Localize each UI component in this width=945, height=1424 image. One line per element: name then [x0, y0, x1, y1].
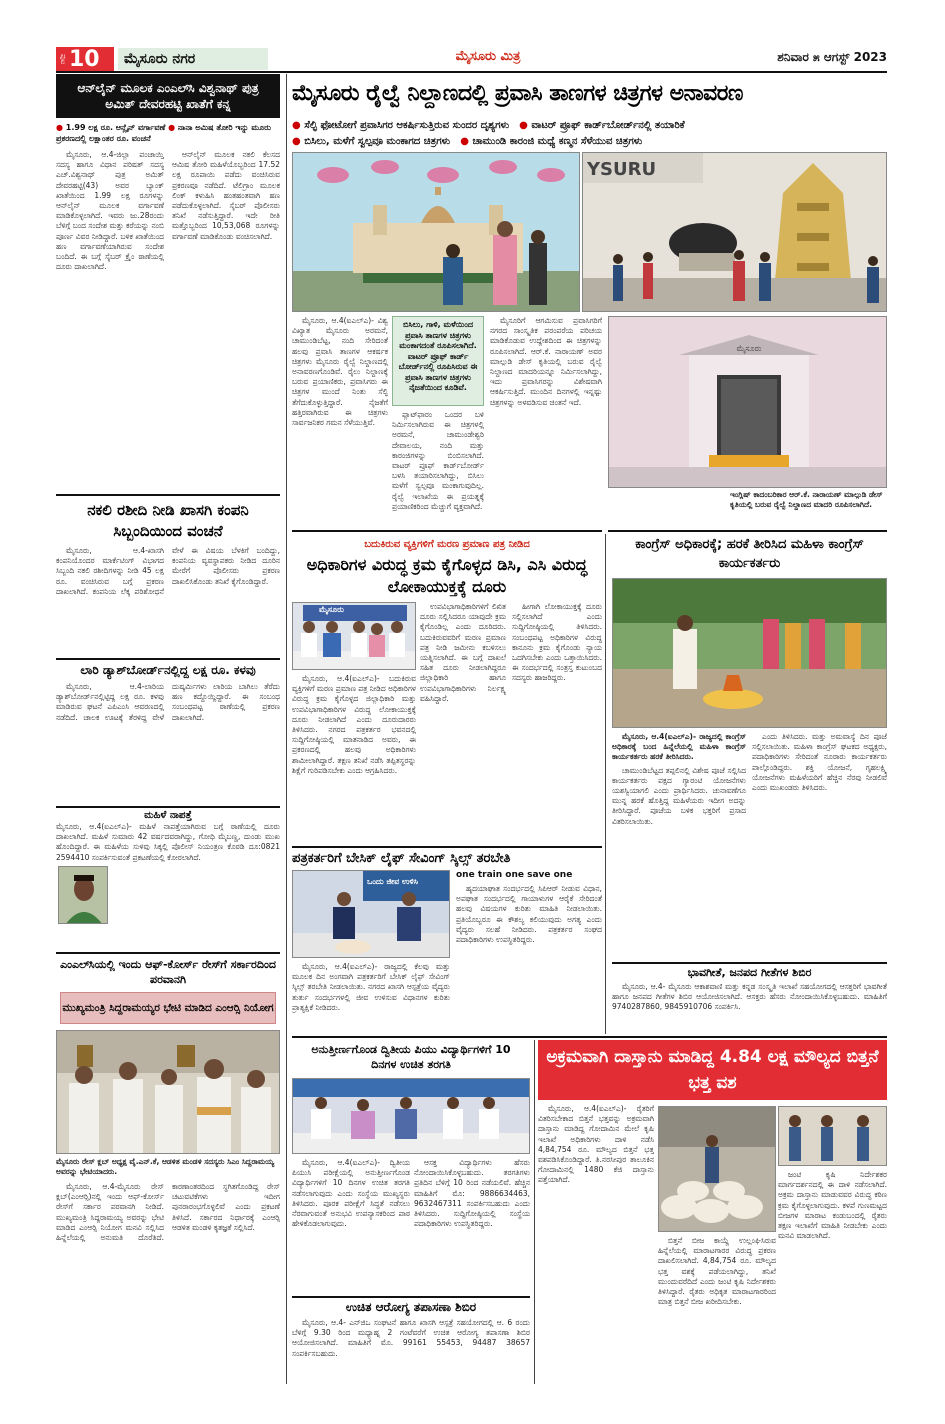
divider [56, 952, 280, 954]
bullet-icon: ● [56, 123, 63, 132]
congress-headline: ಕಾಂಗ್ರೆಸ್ ಅಧಿಕಾರಕ್ಕೆ; ಹರಕೆ ತೀರಿಸಿದ ಮಹಿಳಾ ಕಾಂಗ್ರೆಸ್ ಕಾರ್ಯಕರ್ತರು [635, 537, 864, 571]
malgudi-caption: ಇಂಗ್ಲಿಷ್ ಕಾದಂಬರಿಕಾರ ಆರ್.ಕೆ. ನಾರಾಯಣ್ ಮಾಲ್ಗುಡಿ ಡೇಸ್ ಕೃತಿಯಲ್ಲಿ ಬರುವ ರೈಲ್ವೆ ನಿಲ್ದಾಣದ ಮಾದರಿ ರೂಪಿಸಲಾಗಿದೆ. [730, 490, 883, 509]
puc-press-image [293, 1079, 530, 1154]
journalists-photo [292, 870, 450, 958]
death-cert-kicker: ಬದುಕಿರುವ ವ್ಯಕ್ತಿಗಳಿಗೆ ಮರಣ ಪ್ರಮಾಣ ಪತ್ರ ನೀಡಿದ [296, 535, 598, 553]
missing-body: ಮೈಸೂರು, ಆ.4(ಐಎಲ್‍ಎ)- ಮಹಿಳೆ ನಾಪತ್ತೆಯಾಗಿರುವ ಬಗ್ಗೆ ಠಾಣೆಯಲ್ಲಿ ದೂರು ದಾಖಲಾಗಿದೆ. ಮಹಿಳೆ ಸುಮಾರು 42 ವರ್ಷದವರಾಗಿದ್ದು, ಗೋಧಿ ಮೈಬಣ್ಣ, ದುಂಡು ಮುಖ ಹೊಂದಿದ್ದಾರೆ. ಈ ಮಹಿಳೆಯ ಸುಳಿವು ಸಿಕ್ಕಲ್ಲಿ ಪೊಲೀಸ್ ನಿಯಂತ್ರಣ ಕೊಠಡಿ ದೂ:0821 2594410 ಸಂಪರ್ಕಿಸುವಂತೆ ಪ್ರಕಟಣೆಯಲ್ಲಿ ಕೋರಲಾಗಿದೆ. [56, 822, 280, 862]
lead-bullet-4-wrap [460, 134, 642, 150]
health-camp-body: ಮೈಸೂರು, ಆ.4- ಎನ್‍ಜಿಒ ಸಂಘಟನೆ ಹಾಗೂ ಖಾಸಗಿ ಆಸ್ಪತ್ರೆ ಸಹಯೋಗದಲ್ಲಿ ಆ. 6 ರಂದು ಬೆಳಿಗ್ಗೆ 9.30 ರಿಂದ ಮಧ್ಯಾಹ್ನ 2 ಗಂಟೆವರೆಗೆ ಉಚಿತ ಆರೋಗ್ಯ ತಪಾಸಣಾ ಶಿಬಿರ ಆಯೋಜಿಸಲಾಗಿದೆ. ಮಾಹಿತಿಗೆ ಮೊ. 99161 55453, 94487 38657 ಸಂಪರ್ಕಿಸಬಹುದು. [292, 1318, 530, 1358]
bullet-icon: ● [460, 136, 469, 147]
column-rule [534, 1040, 535, 1384]
fake-receipt-headline: ನಕಲಿ ರಶೀದಿ ನೀಡಿ ಖಾಸಗಿ ಕಂಪನಿ ಸಿಬ್ಬಂದಿಯಿಂದ ವಂಚನೆ [87, 501, 249, 540]
divider [56, 806, 280, 808]
missing-body-wrap [56, 822, 280, 950]
journalists-photo-text: ಒಂದು ಜೀವ ಉಳಿಸಿ [367, 877, 419, 886]
bhavageete-body: ಮೈಸೂರು, ಆ.4- ಮೈಸೂರು ಆಕಾಶವಾಣಿ ಮತ್ತು ಕನ್ನಡ ಸಂಸ್ಕೃತಿ ಇಲಾಖೆ ಸಹಯೋಗದಲ್ಲಿ ಆಸಕ್ತರಿಗೆ ಭಾವಗೀತೆ ಹಾಗೂ ಜನಪದ ಗೀತೆಗಳ ಶಿಬಿರ ಆಯೋಜಿಸಲಾಗಿದೆ. ಆಸಕ್ತರು ಹೆಸರು ನೋಂದಾಯಿಸಿಕೊಳ್ಳಬಹುದು. ಮಾಹಿತಿಗೆ 9740287860, 9845910706 ಸಂಪರ್ಕಿಸಿ. [612, 982, 887, 1012]
lrc-body: ಮೈಸೂರು, ಆ.4-ಮೈಸೂರು ರೇಸ್ ಕ್ಲಬ್(ಎಂಆರ್‍ಸಿ)ನಲ್ಲಿ ಇಂದು ಆಫ್-ಕೋರ್ಸ್ ರೇಸ್‍ಗೆ ಸರ್ಕಾರ ಪರವಾನಗಿ ನೀಡಿದೆ. ಮುಖ್ಯಮಂತ್ರಿ ಸಿದ್ದರಾಮಯ್ಯ ಅವರನ್ನು ಭೇಟಿ ಮಾಡಿದ ಎಂಆರ್‍ಸಿ ನಿಯೋಗ ಮನವಿ ಸಲ್ಲಿಸಿದ ಹಿನ್ನೆಲೆಯಲ್ಲಿ ಅನುಮತಿ ದೊರೆತಿದೆ. ಕಾರಣಾಂತರದಿಂದ ಸ್ಥಗಿತಗೊಂಡಿದ್ದ ರೇಸ್ ಚಟುವಟಿಕೆಗಳು ಇದೀಗ ಪುನರಾರಂಭಗೊಳ್ಳಲಿವೆ ಎಂದು ಪ್ರಕಟಣೆ ತಿಳಿಸಿದೆ. ಸರ್ಕಾರದ ನಿರ್ಧಾರಕ್ಕೆ ಎಂಆರ್‍ಸಿ ಆಡಳಿತ ಮಂಡಳಿ ಕೃತಜ್ಞತೆ ಸಲ್ಲಿಸಿದೆ. [56, 1182, 280, 1243]
death-cert-col-2 [512, 602, 602, 842]
masthead [32, 47, 887, 71]
journalists-headline: ಪತ್ರಕರ್ತರಿಗೆ ಬೇಸಿಕ್ ಲೈಫ್ ಸೇವಿಂಗ್ ಸ್ಕಿಲ್ಸ್ ತರಬೇತಿ [292, 851, 511, 866]
top-left-headline: ಆನ್‍ಲೈನ್ ಮೂಲಕ ಎಂಎಲ್‍ಸಿ ವಿಶ್ವನಾಥ್ ಪುತ್ರ ಅಮಿತ್ ದೇವರಹಟ್ಟಿ ಖಾತೆಗೆ ಕನ್ನ [56, 74, 280, 118]
congress-body-col2: ಎಂದು ತಿಳಿಸಿದರು. ಮತ್ತು ಅಮವಾಸ್ಯೆ ದಿನ ಪೂಜೆ ಸಲ್ಲಿಸಲಾಯಿತು. ಮಹಿಳಾ ಕಾಂಗ್ರೆಸ್ ಘಟಕದ ಅಧ್ಯಕ್ಷರು, ಪದಾಧಿಕಾರಿಗಳು ಸೇರಿದಂತೆ ನೂರಾರು ಕಾರ್ಯಕರ್ತರು ಪಾಲ್ಗೊಂಡಿದ್ದರು. ಶಕ್ತಿ ಯೋಜನೆ, ಗೃಹಲಕ್ಷ್ಮಿ ಯೋಜನೆಗಳು ಮಹಿಳೆಯರಿಗೆ ಹೆಚ್ಚಿನ ನೆರವು ನೀಡಲಿವೆ ಎಂದು ಮುಖಂಡರು ತಿಳಿಸಿದರು. [752, 732, 887, 793]
lorry-headline: ಲಾರಿ ಡ್ಯಾಶ್‍ಬೋರ್ಡ್‍ನಲ್ಲಿದ್ದ ಲಕ್ಷ ರೂ. ಕಳವು [80, 663, 256, 677]
divider [612, 962, 887, 964]
lead-pullquote: ಬಿಸಿಲು, ಗಾಳಿ, ಮಳೆಯಿಂದ ಪ್ರವಾಸಿ ತಾಣಗಳ ಚಿತ್ರಗಳು ಮಂಕಾಗದಂತೆ ರೂಪಿಸಲಾಗಿದೆ. ವಾಟರ್ ಪ್ರೂಫ್ ಕಾರ್ಡ್ ಬೋರ್ಡ್‍ನಲ್ಲಿ ರೂಪಿಸಿರುವ ಈ ಪ್ರವಾಸಿ ತಾಣಗಳ ಚಿತ್ರಗಳು ನೈಜತೆಯಿಂದ ಕೂಡಿವೆ. [398, 320, 478, 392]
puc-body-col2: ಆಸಕ್ತ ವಿದ್ಯಾರ್ಥಿಗಳು ಹೆಸರು ನೋಂದಾಯಿಸಿಕೊಳ್ಳಬಹುದು. ತರಗತಿಗಳು ಪ್ರತಿದಿನ ಬೆಳಿಗ್ಗೆ 10 ರಿಂದ ನಡೆಯಲಿವೆ. ಹೆಚ್ಚಿನ ಮಾಹಿತಿಗೆ ಮೊ: 9886634463, 9632467311 ಸಂಪರ್ಕಿಸಬಹುದು ಎಂದು ತಿಳಿಸಿದರು. ಸುದ್ದಿಗೋಷ್ಠಿಯಲ್ಲಿ ಸಂಸ್ಥೆಯ ಪದಾಧಿಕಾರಿಗಳು ಉಪಸ್ಥಿತರಿದ್ದರು. [414, 1158, 530, 1229]
death-cert-headline: ಅಧಿಕಾರಿಗಳ ವಿರುದ್ಧ ಕ್ರಮ ಕೈಗೊಳ್ಳದ ಡಿಸಿ, ಎಸಿ ವಿರುದ್ಧ ಲೋಕಾಯುಕ್ತಕ್ಕೆ ದೂರು [306, 555, 588, 596]
death-cert-photo [292, 602, 416, 670]
puc-col-2 [414, 1158, 530, 1294]
fake-receipt-body: ಮೈಸೂರು, ಆ.4-ಖಾಸಗಿ ಕಂಪನಿಯೊಂದರ ಮಾರ್ಕೆಟಿಂಗ್ ವಿಭಾಗದ ಸಿಬ್ಬಂದಿ ನಕಲಿ ರಶೀದಿಗಳನ್ನು ನೀಡಿ 45 ಲಕ್ಷ ರೂ. ವಂಚಿಸಿರುವ ಬಗ್ಗೆ ಪ್ರಕರಣ ದಾಖಲಾಗಿದೆ. ಕಂಪನಿಯ ಲೆಕ್ಕ ಪರಿಶೋಧನೆ ವೇಳೆ ಈ ವಿಷಯ ಬೆಳಕಿಗೆ ಬಂದಿದ್ದು, ಕಂಪನಿಯ ವ್ಯವಸ್ಥಾಪಕರು ನೀಡಿದ ದೂರಿನ ಮೇರೆಗೆ ಪೊಲೀಸರು ಪ್ರಕರಣ ದಾಖಲಿಸಿಕೊಂಡು ತನಿಖೆ ಕೈಗೊಂಡಿದ್ದಾರೆ. [56, 546, 280, 596]
palace-selfie-image [293, 153, 580, 312]
palace-photo [292, 152, 580, 312]
issue-date: ಶನಿವಾರ ೫ ಆಗಸ್ಟ್ 2023 [777, 50, 887, 64]
divider [608, 530, 887, 532]
lrc-caption: ಮೈಸೂರು ರೇಸ್ ಕ್ಲಬ್ ಅಧ್ಯಕ್ಷ ವೈ.ಎನ್.ಕೆ, ಆಡಳಿತ ಮಂಡಳಿ ಸದಸ್ಯರು ಸಿಎಂ ಸಿದ್ದರಾಮಯ್ಯ ಅವರನ್ನು ಭೇಟಿಯಾದರು. [56, 1157, 275, 1176]
lead-bullet-row-2 [292, 134, 887, 150]
bullet-icon: ● [292, 120, 301, 131]
seeds-photo-1 [658, 1106, 776, 1232]
missing-headline: ಮಹಿಳೆ ನಾಪತ್ತೆ [144, 810, 192, 821]
lead-headline: ಮೈಸೂರು ರೈಲ್ವೆ ನಿಲ್ದಾಣದಲ್ಲಿ ಪ್ರವಾಸಿ ತಾಣಗಳ ಚಿತ್ರಗಳ ಅನಾವರಣ [292, 74, 887, 114]
lorry-body: ಮೈಸೂರು, ಆ.4-ಲಾರಿಯ ಡ್ಯಾಶ್‍ಬೋರ್ಡ್‍ನಲ್ಲಿಟ್ಟಿದ್ದ ಲಕ್ಷ ರೂ. ಕಳವು ಮಾಡಿರುವ ಘಟನೆ ಎಪಿಎಂಸಿ ಆವರಣದಲ್ಲಿ ನಡೆದಿದೆ. ಚಾಲಕ ಊಟಕ್ಕೆ ತೆರಳಿದ್ದ ವೇಳೆ ದುಷ್ಕರ್ಮಿಗಳು ಲಾರಿಯ ಬಾಗಿಲು ತೆರೆದು ಹಣ ಕದ್ದೊಯ್ದಿದ್ದಾರೆ. ಈ ಸಂಬಂಧ ಸಂಬಂಧಪಟ್ಟ ಠಾಣೆಯಲ್ಲಿ ಪ್ರಕರಣ ದಾಖಲಾಗಿದೆ. [56, 682, 280, 722]
lead-body-col1: ಮೈಸೂರು, ಆ.4(ಐಎಲ್‍ಎ)- ವಿಶ್ವ ವಿಖ್ಯಾತ ಮೈಸೂರು ಅರಮನೆ, ಚಾಮುಂಡಿಬೆಟ್ಟ, ನಂದಿ ಸೇರಿದಂತೆ ಹಲವು ಪ್ರವಾಸಿ ತಾಣಗಳ ಆಕರ್ಷಕ ಚಿತ್ರಗಳು ಮೈಸೂರು ರೈಲ್ವೆ ನಿಲ್ದಾಣದಲ್ಲಿ ಅನಾವರಣಗೊಂಡಿವೆ. ರೈಲು ನಿಲ್ದಾಣಕ್ಕೆ ಬರುವ ಪ್ರಯಾಣಿಕರು, ಪ್ರವಾಸಿಗರು ಈ ಚಿತ್ರಗಳ ಮುಂದೆ ನಿಂತು ಸೆಲ್ಫಿ ತೆಗೆದುಕೊಳ್ಳುತ್ತಿದ್ದಾರೆ. ನೈಜತೆಗೆ ಹತ್ತಿರವಾಗಿರುವ ಈ ಚಿತ್ರಗಳು ಸಾರ್ವಜನಿಕರ ಗಮನ ಸೆಳೆಯುತ್ತಿವೆ. [292, 316, 388, 428]
lead-bullet-3-wrap [292, 134, 450, 150]
lead-bullet-2-wrap [519, 118, 684, 134]
bhavageete-headline: ಭಾವಗೀತೆ, ಜನಪದ ಗೀತೆಗಳ ಶಿಬಿರ [687, 966, 812, 979]
seeds-col-1 [538, 1104, 654, 1384]
puc-headline: ಅನುತ್ತೀರ್ಣಗೊಂಡ ದ್ವಿತೀಯ ಪಿಯು ವಿದ್ಯಾರ್ಥಿಗಳಿಗೆ 10 ದಿನಗಳ ಉಚಿತ ತರಗತಿ [311, 1043, 511, 1071]
masthead-rule [56, 71, 887, 73]
death-cert-body: ಮೈಸೂರು, ಆ.4(ಐಎಲ್‍ಎ)- ಬದುಕಿರುವ ವ್ಯಕ್ತಿಗಳಿಗೆ ಮರಣ ಪ್ರಮಾಣ ಪತ್ರ ನೀಡಿದ ಅಧಿಕಾರಿಗಳ ವಿರುದ್ಧ ಕ್ರಮ ಕೈಗೊಳ್ಳದ ಜಿಲ್ಲಾಧಿಕಾರಿ ಮತ್ತು ಉಪವಿಭಾಗಾಧಿಕಾರಿಗಳ ವಿರುದ್ಧ ಲೋಕಾಯುಕ್ತಕ್ಕೆ ದೂರು ನೀಡಲಾಗಿದೆ ಎಂದು ದೂರುದಾರರು ತಿಳಿಸಿದರು. ನಗರದ ಪತ್ರಕರ್ತರ ಭವನದಲ್ಲಿ ಸುದ್ದಿಗೋಷ್ಠಿಯಲ್ಲಿ ಮಾತನಾಡಿದ ಅವರು, ಈ ಪ್ರಕರಣದಲ್ಲಿ ಹಲವು ಅಧಿಕಾರಿಗಳು ಶಾಮೀಲಾಗಿದ್ದಾರೆ. ತಕ್ಷಣ ತನಿಖೆ ನಡೆಸಿ ತಪ್ಪಿತಸ್ಥರನ್ನು ಶಿಕ್ಷೆಗೆ ಗುರಿಪಡಿಸಬೇಕು ಎಂದು ಆಗ್ರಹಿಸಿದರು. [292, 674, 416, 775]
congress-photo [612, 578, 887, 728]
lrc-body-wrap [56, 1182, 280, 1382]
puc-body: ಮೈಸೂರು, ಆ.4(ಐಎಲ್‍ಎ)- ದ್ವಿತೀಯ ಪಿಯುಸಿ ಪರೀಕ್ಷೆಯಲ್ಲಿ ಅನುತ್ತೀರ್ಣಗೊಂಡ ವಿದ್ಯಾರ್ಥಿಗಳಿಗೆ 10 ದಿನಗಳ ಉಚಿತ ತರಗತಿ ನಡೆಸಲಾಗುವುದು ಎಂದು ಸಂಸ್ಥೆಯ ಮುಖ್ಯಸ್ಥರು ತಿಳಿಸಿದರು. ಪೂರಕ ಪರೀಕ್ಷೆಗೆ ಸಿದ್ಧತೆ ನಡೆಸಲು ನೆರವಾಗುವಂತೆ ಅನುಭವಿ ಉಪನ್ಯಾಸಕರಿಂದ ಪಾಠ ಹೇಳಿಕೊಡಲಾಗುವುದು. [292, 1158, 410, 1229]
lead-bullet-1: ಸೆಲ್ಫಿ ಫೋಟೋಗೆ ಪ್ರವಾಸಿಗರ ಆಕರ್ಷಿಸುತ್ತಿರುವ ಸುಂದರ ದೃಶ್ಯಗಳು [304, 120, 510, 131]
officials-image [779, 1107, 887, 1166]
top-left-bullet-1: 1.99 ಲಕ್ಷ ರೂ. ಆನ್ಲೈನ್ ವರ್ಗಾವಣೆ [65, 123, 166, 132]
divider [292, 1296, 530, 1298]
lead-bullet-1-wrap [292, 118, 509, 134]
congress-caption: ಮೈಸೂರು, ಆ.4(ಐಎಲ್‍ಎ)- ರಾಜ್ಯದಲ್ಲಿ ಕಾಂಗ್ರೆಸ್ ಅಧಿಕಾರಕ್ಕೆ ಬಂದ ಹಿನ್ನೆಲೆಯಲ್ಲಿ ಮಹಿಳಾ ಕಾಂಗ್ರೆಸ್ ಕಾರ್ಯಕರ್ತರು ಹರಕೆ ತೀರಿಸಿದರು. [612, 732, 746, 762]
lead-body-col3: ಮೈಸೂರಿಗೆ ಆಗಮಿಸುವ ಪ್ರವಾಸಿಗರಿಗೆ ನಗರದ ಸಾಂಸ್ಕೃತಿಕ ಪರಂಪರೆಯ ಪರಿಚಯ ಮಾಡಿಕೊಡುವ ಉದ್ದೇಶದಿಂದ ಈ ಚಿತ್ರಗಳನ್ನು ರೂಪಿಸಲಾಗಿದೆ. ಆರ್.ಕೆ. ನಾರಾಯಣ್ ಅವರ ಮಾಲ್ಗುಡಿ ಡೇಸ್ ಕೃತಿಯಲ್ಲಿ ಬರುವ ರೈಲ್ವೆ ನಿಲ್ದಾಣದ ಮಾದರಿಯನ್ನೂ ನಿರ್ಮಿಸಲಾಗಿದ್ದು, ಇದು ಪ್ರವಾಸಿಗರನ್ನು ವಿಶೇಷವಾಗಿ ಆಕರ್ಷಿಸುತ್ತಿದೆ. ಮುಂದಿನ ದಿನಗಳಲ್ಲಿ ಇನ್ನಷ್ಟು ಚಿತ್ರಗಳನ್ನು ಅಳವಡಿಸುವ ಚಿಂತನೆ ಇದೆ. [490, 316, 602, 407]
top-left-col-a [56, 150, 164, 490]
congress-col-2 [752, 732, 887, 960]
lead-col-1 [292, 316, 388, 530]
congress-col-1 [612, 732, 746, 960]
lrc-photo [56, 1030, 280, 1154]
seeds-body-col1: ಮೈಸೂರು, ಆ.4(ಐಎಲ್‍ಎ)- ರೈತರಿಗೆ ವಿತರಿಸಬೇಕಾದ ಬಿತ್ತನೆ ಭತ್ತವನ್ನು ಅಕ್ರಮವಾಗಿ ದಾಸ್ತಾನು ಮಾಡಿದ್ದ ಗೋದಾಮಿನ ಮೇಲೆ ಕೃಷಿ ಇಲಾಖೆ ಅಧಿಕಾರಿಗಳು ದಾಳಿ ನಡೆಸಿ 4,84,754 ರೂ. ಮೌಲ್ಯದ ಬಿತ್ತನೆ ಭತ್ತ ವಶಪಡಿಸಿಕೊಂಡಿದ್ದಾರೆ. ತಿ.ನರಸೀಪುರ ತಾಲೂಕಿನ ಗೋದಾಮಿನಲ್ಲಿ 1480 ಕೆಜಿ ದಾಸ್ತಾನು ಪತ್ತೆಯಾಗಿದೆ. [538, 1104, 654, 1185]
lead-bullet-row-1 [292, 118, 887, 134]
bullet-icon: ● [168, 123, 176, 132]
puc-body-wrap [292, 1158, 410, 1294]
page-tag: ಪುಟ [59, 53, 67, 65]
health-camp-headline: ಉಚಿತ ಆರೋಗ್ಯ ತಪಾಸಣಾ ಶಿಬಿರ [345, 1300, 477, 1314]
seeds-col-3 [778, 1170, 887, 1384]
meeting-cm-image [57, 1031, 280, 1154]
divider [292, 530, 602, 532]
death-cert-body-col1: ಉಪವಿಭಾಗಾಧಿಕಾರಿಗಳಿಗೆ ಲಿಖಿತ ದೂರು ಸಲ್ಲಿಸಿದರೂ ಯಾವುದೇ ಕ್ರಮ ಕೈಗೊಂಡಿಲ್ಲ ಎಂದು ದೂರಿದರು. ಬದುಕಿರುವವರಿಗೆ ಮರಣ ಪ್ರಮಾಣ ಪತ್ರ ನೀಡಿ ಜಮೀನು ಕಬಳಿಸಲು ಯತ್ನಿಸಲಾಗಿದೆ. ಈ ಬಗ್ಗೆ ದಾಖಲೆ ಸಹಿತ ದೂರು ನೀಡಲಾಗಿದ್ದರೂ ಜಿಲ್ಲಾಧಿಕಾರಿ ಹಾಗೂ ಉಪವಿಭಾಗಾಧಿಕಾರಿಗಳು ನಿರ್ಲಕ್ಷ್ಯ ವಹಿಸಿದ್ದಾರೆ. [420, 602, 506, 703]
divider [292, 1036, 887, 1038]
section-title: ಮೈಸೂರು ನಗರ [118, 48, 268, 70]
death-cert-body-wrap [292, 674, 416, 842]
page-number-badge [56, 47, 114, 71]
malgudi-sign-text: ಮೈಸೂರು [736, 344, 762, 353]
death-cert-col-1 [420, 602, 506, 842]
top-left-bullets [56, 122, 280, 144]
health-camp-body-wrap [292, 1318, 530, 1382]
journalists-body: ಮೈಸೂರು, ಆ.4(ಐಎಲ್‍ಎ)- ರಾಜ್ಯದಲ್ಲಿ ಕೆಲವು ಮತ್ತು ಮೂಲಕ ದಿನ ಅಂಗವಾಗಿ ಪತ್ರಕರ್ತರಿಗೆ ಬೇಸಿಕ್ ಲೈಫ್ ಸೇವಿಂಗ್ ಸ್ಕಿಲ್ಸ್ ತರಬೇತಿ ನೀಡಲಾಯಿತು. ನಗರದ ಖಾಸಗಿ ಆಸ್ಪತ್ರೆಯ ವೈದ್ಯರು ತುರ್ತು ಸಂದರ್ಭಗಳಲ್ಲಿ ಜೀವ ಉಳಿಸುವ ವಿಧಾನಗಳ ಕುರಿತು ಪ್ರಾತ್ಯಕ್ಷಿಕೆ ನೀಡಿದರು. [292, 962, 450, 1012]
lead-bullet-3: ಬಿಸಿಲು, ಮಳೆಗೆ ಸ್ವಲ್ಪವೂ ಮಂಕಾಗದ ಚಿತ್ರಗಳು [304, 136, 451, 147]
fake-receipt-body-wrap [56, 546, 280, 654]
nandi-temple-image [583, 153, 887, 312]
seeds-col-2 [658, 1236, 776, 1384]
lead-bullet-4: ಚಾಮುಂಡಿ ಕಾರಂಜಿ ಮಧ್ಯೆ ಕಣ್ಮನ ಸೆಳೆಯುವ ಚಿತ್ರಗಳು [472, 136, 643, 147]
paper-name: ಮೈಸೂರು ಮಿತ್ರ [455, 49, 521, 64]
seeds-photo-2 [778, 1106, 887, 1166]
column-rule [286, 74, 287, 1384]
top-left-body-b: ಆನ್‍ಲೈನ್ ಮೂಲಕ ನಕಲಿ ಕೆಲಸದ ಆಮಿಷ ತೋರಿ ಮಹಿಳೆಯೊಬ್ಬರಿಂದ 17.52 ಲಕ್ಷ ರೂಪಾಯಿ ಪಡೆದು ವಂಚಿಸಿರುವ ಪ್ರಕರಣವೂ ನಡೆದಿದೆ. ಟೆಲಿಗ್ರಾಂ ಮೂಲಕ ಲಿಂಕ್ ಕಳುಹಿಸಿ ಹಂತಹಂತವಾಗಿ ಹಣ ಪಡೆದುಕೊಳ್ಳಲಾಗಿದೆ. ಸೈಬರ್ ಪೊಲೀಸರು ತನಿಖೆ ನಡೆಸುತ್ತಿದ್ದಾರೆ. ಇದೇ ರೀತಿ ಮತ್ತೊಬ್ಬರಿಂದ 10,53,068 ರೂಗಳನ್ನು ವರ್ಗಾವಣೆ ಮಾಡಿಕೊಂಡು ವಂಚಿಸಲಾಗಿದೆ. [172, 150, 280, 241]
divider [292, 846, 602, 848]
harake-puja-image [613, 579, 887, 728]
top-left-body-a: ಮೈಸೂರು, ಆ.4-ಜಿಲ್ಲಾ ಪಂಚಾಯ್ತಿ ಸದಸ್ಯ ಹಾಗೂ ವಿಧಾನ ಪರಿಷತ್ ಸದಸ್ಯ ಎಚ್.ವಿಶ್ವನಾಥ್ ಪುತ್ರ ಅಮಿತ್ ದೇವರಹಟ್ಟಿ(43) ಅವರ ಬ್ಯಾಂಕ್ ಖಾತೆಯಿಂದ 1.99 ಲಕ್ಷ ರೂಗಳನ್ನು ಆನ್‍ಲೈನ್ ಮೂಲಕ ವರ್ಗಾವಣೆ ಮಾಡಿಕೊಳ್ಳಲಾಗಿದೆ. ಇವರು ಜು.28ರಂದು ಬೆಳಿಗ್ಗೆ ಬಂದ ಸಂದೇಶ ಮತ್ತು ಕರೆಯನ್ನು ನಂಬಿ ಪೂರ್ಣ ವಿವರ ನೀಡಿದ್ದಾರೆ. ಬಳಿಕ ಖಾತೆಯಿಂದ ಹಣ ವರ್ಗಾವಣೆಯಾಗಿರುವ ಸಂದೇಶ ಬಂದಿದೆ. ಈ ಬಗ್ಗೆ ಸೈಬರ್ ಕ್ರೈಂ ಠಾಣೆಯಲ್ಲಿ ದೂರು ದಾಖಲಾಗಿದೆ. [56, 150, 164, 272]
malgudi-station-image [609, 317, 887, 488]
top-left-bullet-2: ನಾನಾ ಅಮಿಷ ತೋರಿ ಇನ್ನು ಮೂರು ಪ್ರಕರಣದಲ್ಲಿ ಲಕ್ಷಾಂತರ ರೂ. ವಂಚನೆ [56, 123, 271, 143]
lead-body-col2: ಪ್ಲಾಟ್‍ಫಾರಂ ಒಂದರ ಬಳಿ ನಿರ್ಮಿಸಲಾಗಿರುವ ಈ ಚಿತ್ರಗಳಲ್ಲಿ ಅರಮನೆ, ಚಾಮುಂಡೇಶ್ವರಿ ದೇವಾಲಯ, ನಂದಿ ಮತ್ತು ಕಾರಂಜಿಗಳನ್ನು ಬಿಂಬಿಸಲಾಗಿದೆ. ವಾಟರ್ ಪ್ರೂಫ್ ಕಾರ್ಡ್‍ಬೋರ್ಡ್ ಬಳಸಿ ತಯಾರಿಸಲಾಗಿದ್ದು, ಬಿಸಿಲು ಮಳೆಗೆ ಸ್ವಲ್ಪವೂ ಮಂಕಾಗುವುದಿಲ್ಲ. ರೈಲ್ವೆ ಇಲಾಖೆಯ ಈ ಪ್ರಯತ್ನಕ್ಕೆ ಪ್ರಯಾಣಿಕರಿಂದ ಮೆಚ್ಚುಗೆ ವ್ಯಕ್ತವಾಗಿದೆ. [392, 410, 484, 511]
ysuru-sign-text: YSURU [587, 159, 657, 180]
divider [56, 494, 280, 496]
top-left-col-b [172, 150, 280, 490]
lrc-headline: ಎಂಎಲ್‍ಸಿಯಲ್ಲಿ ಇಂದು ಆಫ್-ಕೋರ್ಸ್ ರೇಸ್‍ಗೆ ಸರ್ಕಾರದಿಂದ ಪರವಾನಗಿ [56, 955, 280, 989]
lead-col-2 [392, 410, 484, 530]
journalists-body-wrap [292, 962, 450, 1032]
divider [56, 658, 280, 660]
seed-bags-image [659, 1107, 776, 1232]
lead-pullquote-box [392, 316, 484, 406]
congress-body-col1: ಚಾಮುಂಡಿಬೆಟ್ಟದ ತಪ್ಪಲಿನಲ್ಲಿ ವಿಶೇಷ ಪೂಜೆ ಸಲ್ಲಿಸಿದ ಕಾರ್ಯಕರ್ತರು ಪಕ್ಷದ ಗ್ಯಾರಂಟಿ ಯೋಜನೆಗಳು ಯಶಸ್ವಿಯಾಗಲಿ ಎಂದು ಪ್ರಾರ್ಥಿಸಿದರು. ಚುನಾವಣೆಗೂ ಮುನ್ನ ಹರಕೆ ಹೊತ್ತಿದ್ದ ಮಹಿಳೆಯರು ಇದೀಗ ಅದನ್ನು ತೀರಿಸಿದ್ದಾರೆ. ಪೂಜೆಯ ಬಳಿಕ ಭಕ್ತರಿಗೆ ಪ್ರಸಾದ ವಿತರಿಸಲಾಯಿತು. [612, 765, 746, 826]
journalists-slogan: one train one save one [456, 870, 573, 880]
death-cert-banner: ಮೈಸೂರು [319, 605, 344, 614]
lorry-body-wrap [56, 682, 280, 802]
seeds-body-col3: ಜಂಟಿ ಕೃಷಿ ನಿರ್ದೇಶಕರ ಮಾರ್ಗದರ್ಶನದಲ್ಲಿ ಈ ದಾಳಿ ನಡೆಸಲಾಗಿದೆ. ಅಕ್ರಮ ದಾಸ್ತಾನು ಮಾಡುವವರ ವಿರುದ್ಧ ಕಠಿಣ ಕ್ರಮ ಕೈಗೊಳ್ಳಲಾಗುವುದು. ಕಳಪೆ ಗುಣಮಟ್ಟದ ಬೀಜಗಳ ಮಾರಾಟ ಕಂಡುಬಂದಲ್ಲಿ ರೈತರು ತಕ್ಷಣ ಇಲಾಖೆಗೆ ಮಾಹಿತಿ ನೀಡಬೇಕು ಎಂದು ಮನವಿ ಮಾಡಲಾಗಿದೆ. [778, 1170, 887, 1241]
lrc-subhead: ಮುಖ್ಯಮಂತ್ರಿ ಸಿದ್ದರಾಮಯ್ಯರ ಭೇಟಿ ಮಾಡಿದ ಎಂಆರ್‍ಸಿ ನಿಯೋಗ [60, 992, 276, 1024]
malgudi-photo [608, 316, 887, 488]
lead-bullet-2: ವಾಟರ್ ಪ್ರೂಫ್ ಕಾರ್ಡ್‍ಬೋರ್ಡ್‍ನಲ್ಲಿ ತಯಾರಿಕೆ [531, 120, 685, 131]
bullet-icon: ● [292, 136, 301, 147]
puc-photo [292, 1078, 530, 1154]
press-meet-image [293, 603, 416, 670]
seeds-body-col2: ಬಿತ್ತನೆ ಬೀಜ ಕಾಯ್ದೆ ಉಲ್ಲಂಘಿಸಿರುವ ಹಿನ್ನೆಲೆಯಲ್ಲಿ ಮಾರಾಟಗಾರರ ವಿರುದ್ಧ ಪ್ರಕರಣ ದಾಖಲಿಸಲಾಗಿದೆ. 4,84,754 ರೂ. ಮೌಲ್ಯದ ಭತ್ತ ವಶಕ್ಕೆ ಪಡೆಯಲಾಗಿದ್ದು, ತನಿಖೆ ಮುಂದುವರೆದಿದೆ ಎಂದು ಜಂಟಿ ಕೃಷಿ ನಿರ್ದೇಶಕರು ತಿಳಿಸಿದ್ದಾರೆ. ರೈತರು ಅಧಿಕೃತ ಮಾರಾಟಗಾರರಿಂದ ಮಾತ್ರ ಬಿತ್ತನೆ ಬೀಜ ಖರೀದಿಸಬೇಕು. [658, 1236, 776, 1307]
page-number: 10 [69, 46, 100, 72]
seeds-headline: ಅಕ್ರಮವಾಗಿ ದಾಸ್ತಾನು ಮಾಡಿದ್ದ 4.84 ಲಕ್ಷ ಮೌಲ್ಯದ ಬಿತ್ತನೆ ಭತ್ತ ವಶ [538, 1040, 887, 1100]
journalists-body-col2: ಹೃದಯಾಘಾತ ಸಂದರ್ಭದಲ್ಲಿ ಸಿಪಿಆರ್ ನೀಡುವ ವಿಧಾನ, ಅಪಘಾತ ಸಂದರ್ಭದಲ್ಲಿ ಗಾಯಾಳುಗಳ ಆರೈಕೆ ಸೇರಿದಂತೆ ಹಲವು ವಿಷಯಗಳ ಕುರಿತು ಮಾಹಿತಿ ನೀಡಲಾಯಿತು. ಪ್ರತಿಯೊಬ್ಬರೂ ಈ ಕೌಶಲ್ಯ ಕಲಿಯುವುದು ಅಗತ್ಯ ಎಂದು ವೈದ್ಯರು ಸಲಹೆ ನೀಡಿದರು. ಪತ್ರಕರ್ತರ ಸಂಘದ ಪದಾಧಿಕಾರಿಗಳು ಉಪಸ್ಥಿತರಿದ್ದರು. [456, 884, 602, 945]
bhavageete-body-wrap [612, 982, 887, 1034]
journalists-col-2 [456, 884, 602, 1032]
nandi-temple-photo [582, 152, 887, 312]
lead-col-3 [490, 316, 602, 530]
lead-bullets [292, 118, 887, 150]
death-cert-body-col2: ಹೀಗಾಗಿ ಲೋಕಾಯುಕ್ತಕ್ಕೆ ದೂರು ಸಲ್ಲಿಸಲಾಗಿದೆ ಎಂದು ಸುದ್ದಿಗೋಷ್ಠಿಯಲ್ಲಿ ತಿಳಿಸಿದರು. ಸಂಬಂಧಪಟ್ಟ ಅಧಿಕಾರಿಗಳ ವಿರುದ್ಧ ಕಾನೂನು ಕ್ರಮ ಕೈಗೊಂಡು ನ್ಯಾಯ ಒದಗಿಸಬೇಕು ಎಂದು ಒತ್ತಾಯಿಸಿದರು. ಈ ಸಂದರ್ಭದಲ್ಲಿ ಸಂತ್ರಸ್ತ ಕುಟುಂಬದ ಸದಸ್ಯರು ಹಾಜರಿದ್ದರು. [512, 602, 602, 683]
column-rule [605, 534, 606, 1034]
bullet-icon: ● [519, 120, 528, 131]
